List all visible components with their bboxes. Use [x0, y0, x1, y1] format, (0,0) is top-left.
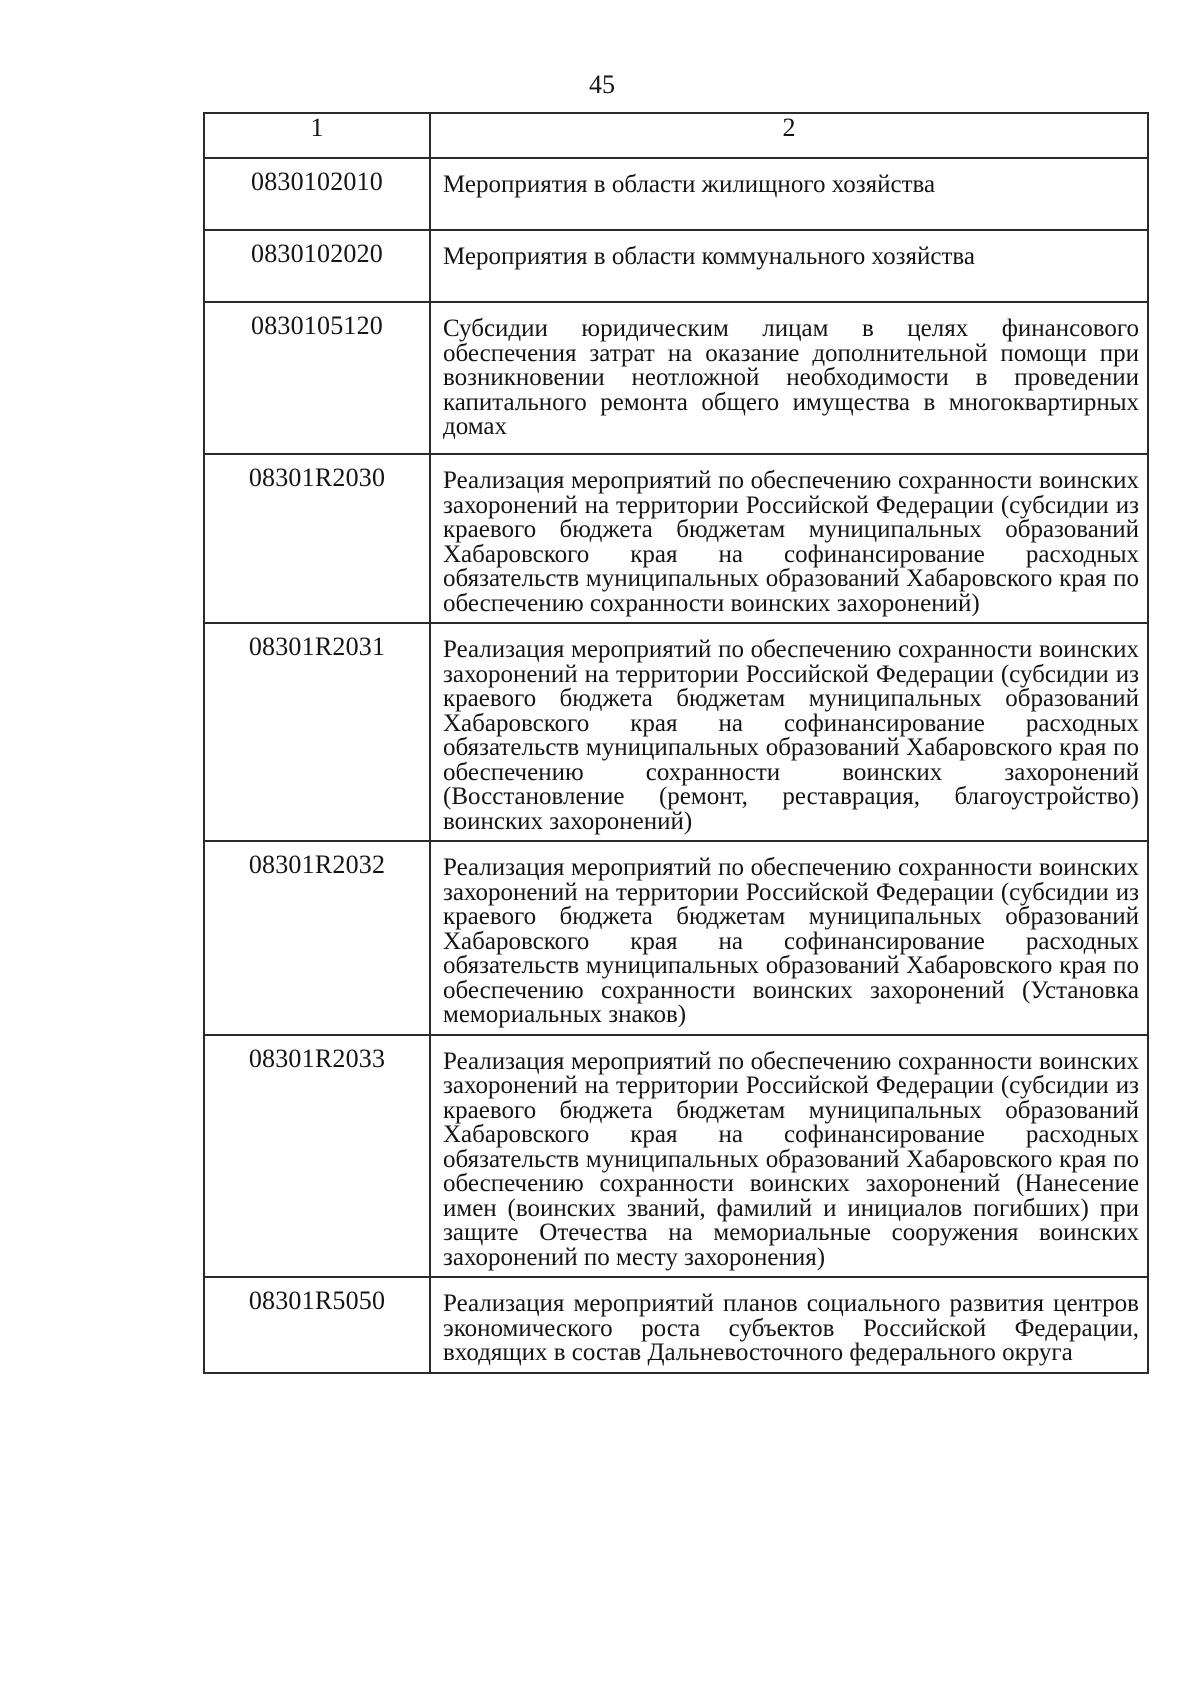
row-name: Субсидии юридическим лицам в целях финансового обеспечения затрат на оказание дополнительной помощи при возникновении неотложной необходимости в проведении капитального ремонта общего имущества в многоквартирных домах	[430, 302, 1148, 454]
page-number	[70, 70, 1200, 100]
row-name: Реализация мероприятий по обеспечению сохранности воинских захоронений на территории Российской Федерации (субсидии из краевого бюджета бюджетам муниципальных образований Хабаровского края на софинансирование расходных обязательств муниципальных образований Хабаровского края по обеспечению сохранности воинских захоронений (Установка мемориальных знаков)	[430, 841, 1148, 1035]
row-code: 08301R2031	[204, 623, 430, 841]
table-row	[204, 623, 1148, 841]
table-row	[204, 454, 1148, 623]
table-row	[204, 158, 1148, 230]
page-number-text: 45	[589, 70, 615, 99]
table-row	[204, 841, 1148, 1035]
row-code: 08301R2033	[204, 1035, 430, 1278]
row-code: 0830102010	[204, 158, 430, 230]
row-name: Мероприятия в области коммунального хозяйства	[430, 230, 1148, 302]
row-name: Мероприятия в области жилищного хозяйства	[430, 158, 1148, 230]
table-row	[204, 302, 1148, 454]
column-header-name: 2	[430, 113, 1148, 158]
budget-classification-table	[203, 112, 1149, 1374]
table-header-row	[204, 113, 1148, 158]
row-code: 08301R2030	[204, 454, 430, 623]
row-code: 08301R5050	[204, 1277, 430, 1373]
column-header-code: 1	[204, 113, 430, 158]
row-name: Реализация мероприятий по обеспечению сохранности воинских захоронений на территории Российской Федерации (субсидии из краевого бюджета бюджетам муниципальных образований Хабаровского края на софинансирование расходных обязательств муниципальных образований Хабаровского края по обеспечению сохранности воинских захоронений (Восстановление (ремонт, реставрация, благоустройство) воинских захоронений)	[430, 623, 1148, 841]
row-code: 0830102020	[204, 230, 430, 302]
table-row	[204, 230, 1148, 302]
row-name: Реализация мероприятий по обеспечению сохранности воинских захоронений на территории Российской Федерации (субсидии из краевого бюджета бюджетам муниципальных образований Хабаровского края на софинансирование расходных обязательств муниципальных образований Хабаровского края по обеспечению сохранности воинских захоронений (Нанесение имен (воинских званий, фамилий и инициалов погибших) при защите Отечества на мемориальные сооружения воинских захоронений по месту захоронения)	[430, 1035, 1148, 1278]
table-row	[204, 1035, 1148, 1278]
row-name: Реализация мероприятий планов социального развития центров экономического роста субъектов Российской Федерации, входящих в состав Дальневосточного федерального округа	[430, 1277, 1148, 1373]
row-code: 0830105120	[204, 302, 430, 454]
row-code: 08301R2032	[204, 841, 430, 1035]
row-name: Реализация мероприятий по обеспечению сохранности воинских захоронений на территории Российской Федерации (субсидии из краевого бюджета бюджетам муниципальных образований Хабаровского края на софинансирование расходных обязательств муниципальных образований Хабаровского края по обеспечению сохранности воинских захоронений)	[430, 454, 1148, 623]
table-row	[204, 1277, 1148, 1373]
